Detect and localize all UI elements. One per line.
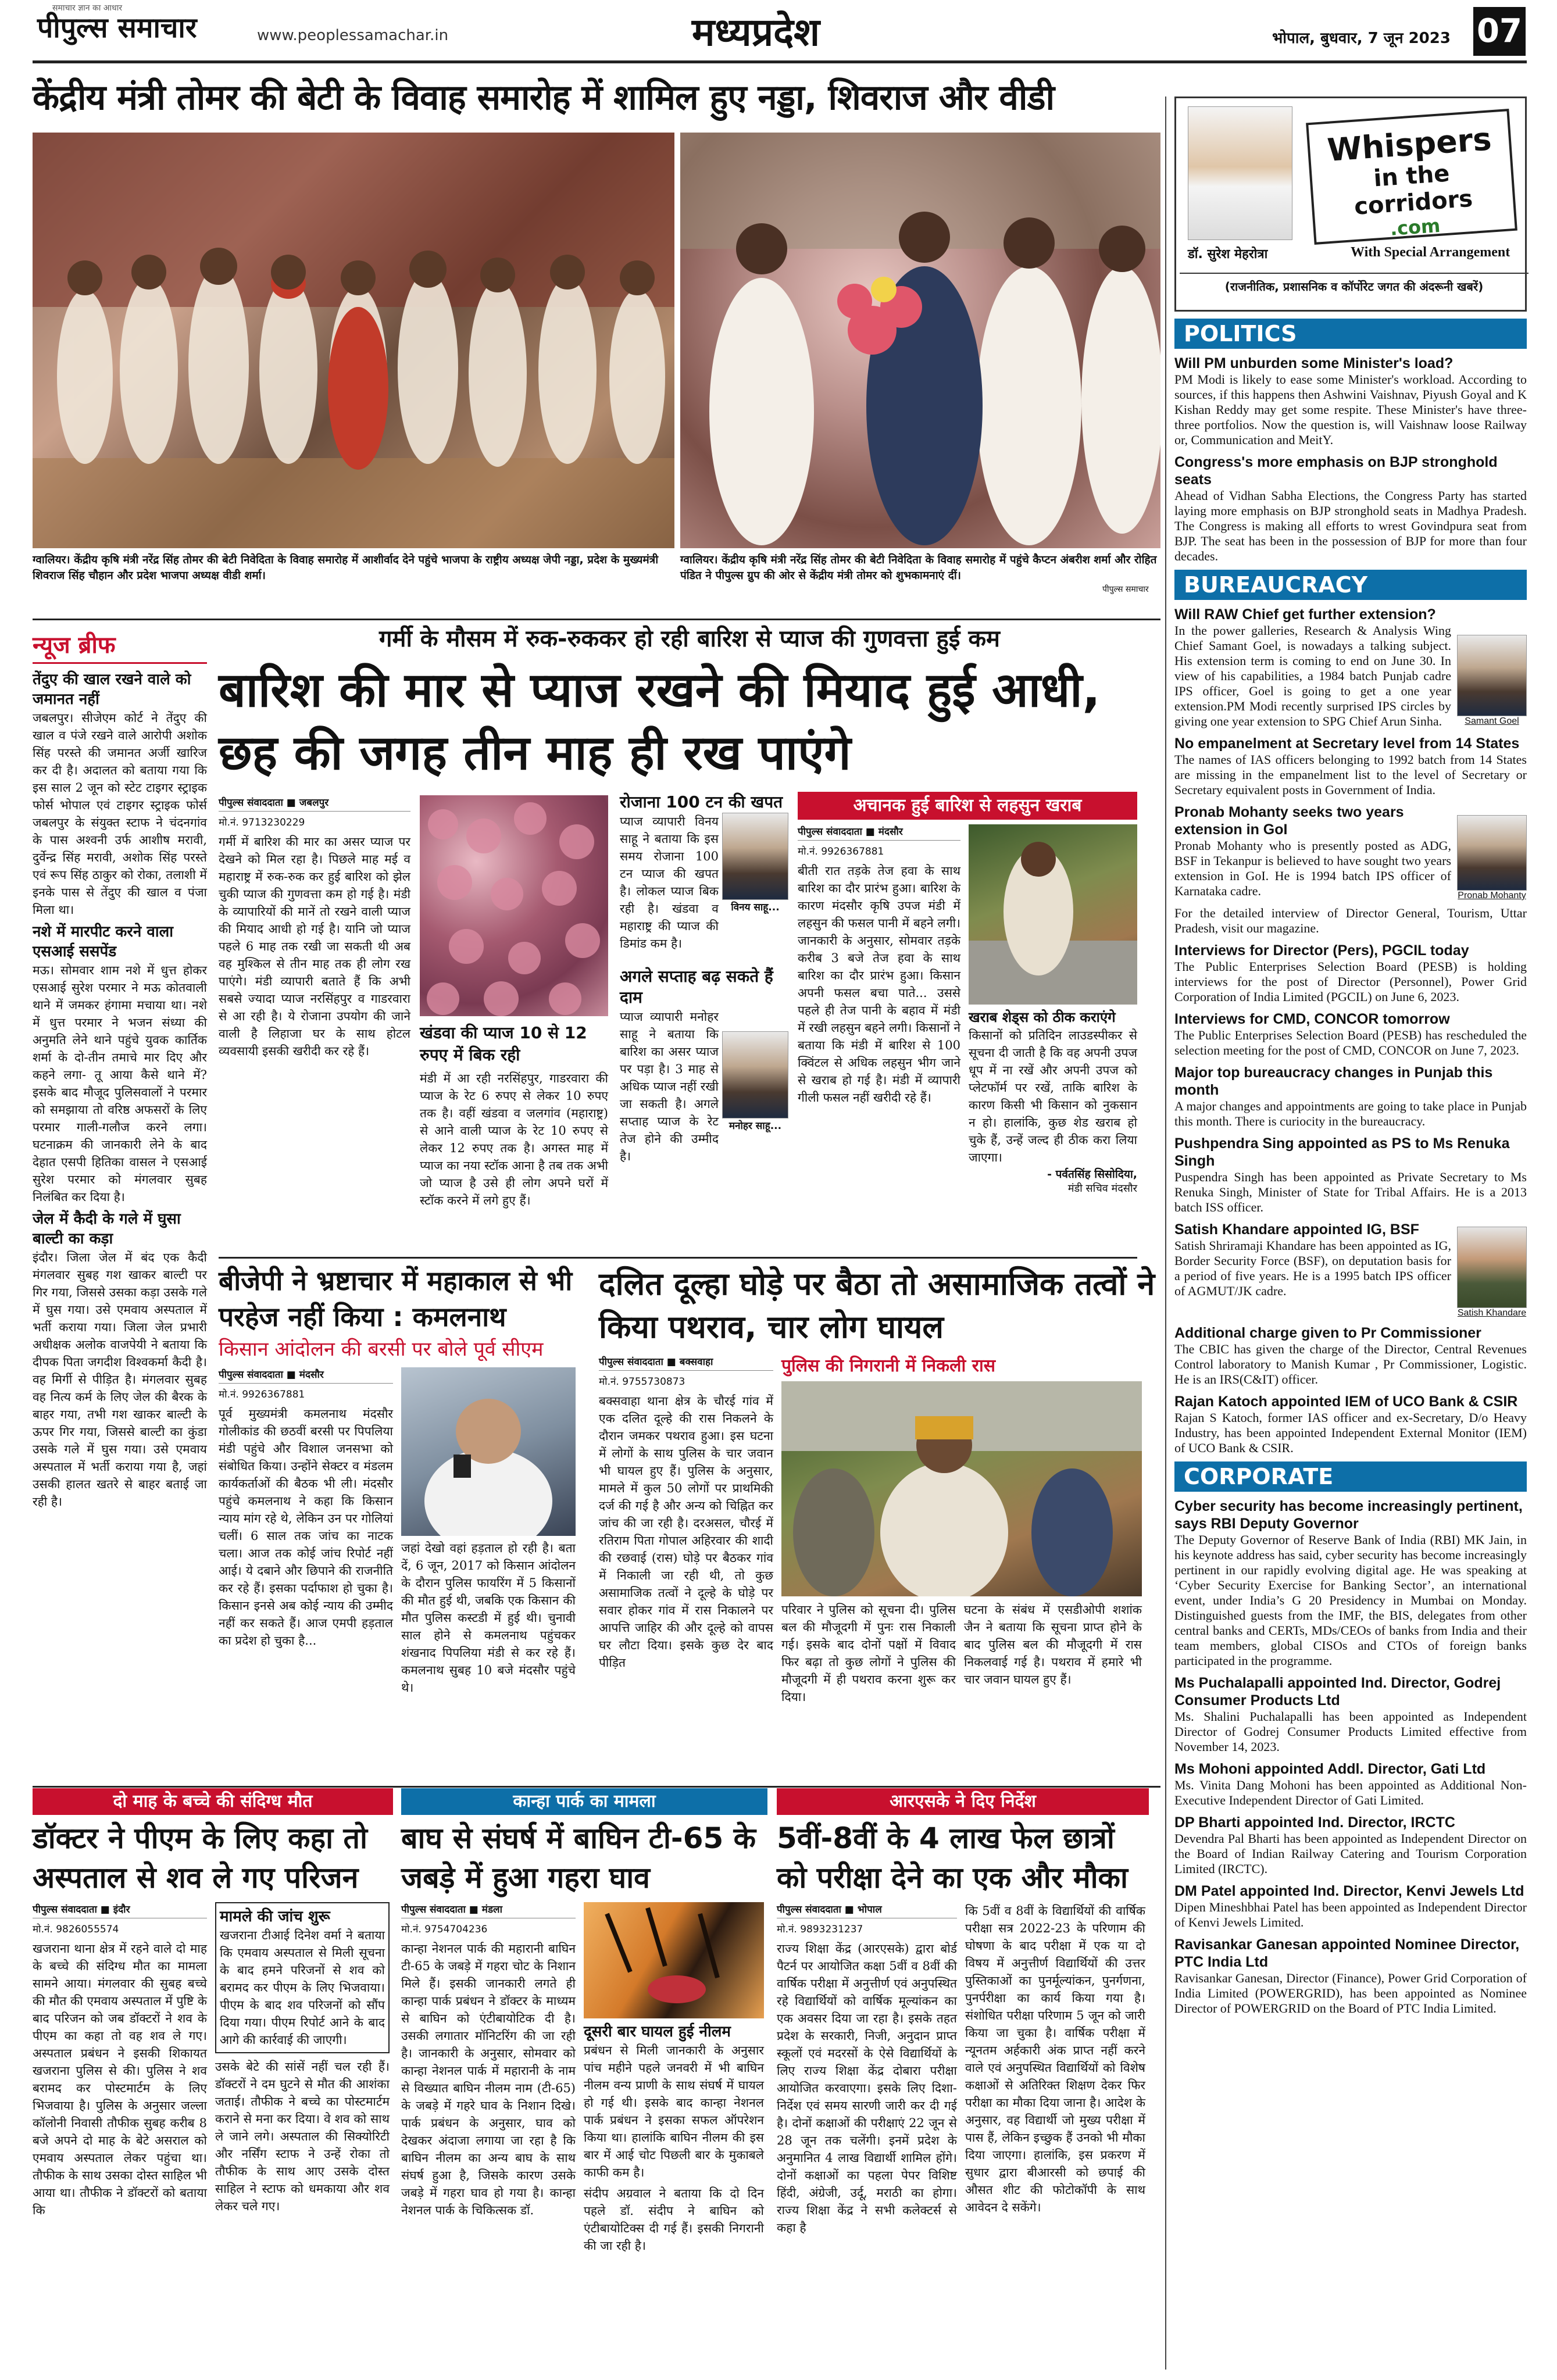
dalit-byline: पीपुल्स संवाददाता ■ बक्सवाहा [599,1355,773,1371]
garlic-columns [798,824,1137,1195]
bureau-item-7-body: A major changes and appointments are going to take place in Punjab this month. There is curiocity in the bureaucracy. [1174,1099,1527,1128]
dalit-tag: पुलिस की निगरानी में निकली रास [781,1356,996,1376]
bureau-item-7-title: Major top bureaucracy changes in Punjab this month [1174,1064,1493,1098]
badge-line-1: Whispers [1326,120,1493,169]
exam-columns [777,1902,1149,2236]
corp-item-6-body: Ravisankar Ganesan, Director (Finance), Power Grid Corporation of India Limited (POWERGRID), has been appointed as Nominee Director of POWERGRID on the Board of PTC India Limited. [1174,1971,1527,2016]
samant-goel-caption: Samant Goel [1465,716,1519,726]
dalit-col-1 [599,1355,773,1706]
bureau-item-9-body: Satish Shriramaji Khandare has been appointed as IG, Border Security Force (BSF), on deputation basis for a period of five years. He is a 1995 batch IPS officer of AGMUT/JK cadre. [1174,1238,1451,1298]
politics-item-1-body: PM Modi is likely to ease some Minister's workload. According to sources, if this happens then Ashwini Vaishnav, Piyush Goyal and K Kishan Reddy may get some respite. These Minister's have three-three portfolios. Now the question is, will Vaishnaw loose Railway or, Communication and MeitY. [1174,372,1527,447]
onion-side-2-body: प्याज व्यापारी मनोहर साहू ने बताया कि बारिश का असर प्याज पर पड़ा है। 3 माह से अधिक प्याज नहीं रखी जा सकती है। अगले सप्ताह प्याज के रेट तेज होने की उम्मीद है। [620,1010,719,1163]
kamalnath-speech-image [401,1367,576,1536]
dalit-cap-2: घटना के संबंध में एसडीओपी शशांक जैन ने बताया कि सूचना प्राप्त होने के बाद पुलिस बल की मौजूदगी में रास निकलवाई गई है। पथराव में हमारे भी चार जवान घायल हुए हैं। [964,1603,1142,1686]
bureau-item-6-body: The Public Enterprises Selection Board (PESB) has rescheduled the selection meeting for the post of CMD, CONCOR on June 7, 2023. [1174,1028,1527,1057]
corp-item-1-title: Cyber security has become increasingly pertinent, says RBI Deputy Governor [1174,1498,1523,1532]
masthead [0,0,1557,65]
kamalnath-byline: पीपुल्स संवाददाता ■ मंदसौर [219,1367,393,1384]
bureau-item-5-title: Interviews for Director (Pers), PGCIL today [1174,942,1469,959]
dateline: भोपाल, बुधवार, 7 जून 2023 [1272,30,1451,47]
garlic-tag: अचानक हुई बारिश से लहसुन खराब [798,792,1137,820]
corporate-section [1174,1461,1527,2016]
politics-item-2-title: Congress's more emphasis on BJP stronghold seats [1174,454,1498,488]
garlic-mobile: मो.नं. 9926367881 [798,846,884,857]
politics-label: POLITICS [1174,319,1527,349]
onion-pile-image [420,795,608,1016]
lead-caption-1: ग्वालियर। केंद्रीय कृषि मंत्री नरेंद्र सिंह तोमर की बेटी निवेदिता के विवाह समारोह में आशीर्वाद देने पहुंचे भाजपा के राष्ट्रीय अध्यक्ष जेपी नड्डा, प्रदेश के मुख्यमंत्री शिवराज सिंह चौहान और प्रदेश भाजपा अध्यक्ष वीडी शर्मा। [33,553,659,582]
bureau-item-10-body: The CBIC has given the charge of the Director, Central Revenues Control laboratory to Manish Kumar , Pr Commissioner, Logistic. He is an IRS(C&IT) officer. [1174,1342,1527,1386]
tiger-body-2: संदीप अग्रवाल ने बताया कि दो दिन पहले डॉ. संदीप ने बाघिन को एंटीबायोटिक्स दी गई हैं। इसकी निगरानी की जा रही है। [584,2186,764,2253]
author-photo [1188,106,1292,240]
onion-kicker: गर्मी के मौसम में रुक-रुककर हो रही बारिश से प्याज की गुणवत्ता हुई कम [379,626,1000,652]
child-headline: डॉक्टर ने पीएम के लिए कहा तो अस्पताल से शव ले गए परिजन [33,1821,367,1895]
kamalnath-body: पूर्व मुख्यमंत्री कमलनाथ मंदसौर गोलीकांड की छठवीं बरसी पर पिपलिया मंडी पहुंचे और विशाल जनसभा को संबोधित किया। उन्होंने सेक्टर व मंडलम कार्यकर्ताओं की बैठक भी ली। मंदसौर पहुंचे कमलनाथ ने कहा कि किसान न्याय मांग रहे थे, लेकिन उन पर गोलियां चलीं। 6 साल तक जांच का नाटक चला। आज तक कोई जांच रिपोर्ट नहीं आई। ये दबाने और छिपाने की राजनीति कर रहे हैं। इसका पर्दाफाश हो चुका है। किसान इनसे अब कोई न्याय की उम्मीद नहीं कर सकते हैं। आज एमपी हड़ताल का प्रदेश हो चुका है... [219,1407,393,1648]
bureau-item-3-body: Pronab Mohanty who is presently posted as ADG, BSF in Tekanpur is believed to have sought two years extension in GoI. He is 1994 batch IPS officer of Karnataka cadre. [1174,838,1451,898]
corp-item-6-title: Ravisankar Ganesan appointed Nominee Director, PTC India Ltd [1174,1936,1520,1970]
dalit-body: बक्सवाहा थाना क्षेत्र के चौरई गांव में एक दलित दूल्हे की रास निकलने के दौरान जमकर पथराव हुआ। इस घटना में लोगों के साथ पुलिस के चार जवान भी घायल हुए हैं। पुलिस के अनुसार, मामले में कुल 50 लोगों पर प्राथमिकी दर्ज की गई है और अन्य को चिह्नित कर जांच की जा रही है। दरअसल, चौरई में रतिराम पिता गोपाल अहिरवार की शादी की रछवाई (रास) घोड़े पर बैठकर गांव में निकाली जा रही थी, तो कुछ असामाजिक तत्वों ने दूल्हे के घोड़े पर सवार होकर गांव में रास निकालने पर आपत्ति जाहिर की और दूल्हे को वापस घर लौटा दिया। इसके कुछ देर बाद पीड़ित [599,1394,773,1670]
dalit-mobile: मो.नं. 9755730873 [599,1376,685,1388]
garlic-col-1 [798,824,960,1195]
child-story [33,1788,393,2370]
corp-item-5-title: DM Patel appointed Ind. Director, Kenvi Jewels Ltd [1174,1883,1524,1899]
child-col-2 [215,1902,390,2219]
bureau-item-10-title: Additional charge given to Pr Commissioner [1174,1325,1481,1341]
brief-item-3-body: इंदौर। जिला जेल में बंद एक कैदी मंगलवार सुबह गश खाकर बाल्टी पर गिर गया, जिससे उसका कड़ा उसके गले में घुस गया। उसे एमवाय अस्पताल में भर्ती कराया गया। जिला जेल प्रभारी अधीक्षक अलोक वाजपेयी ने बताया कि दीपक पिता जगदीश विश्वकर्मा कैदी है। वह मिर्गी से पीड़ित है। मंगलवार सुबह वह नित्य कर्म के लिए जेल की बैरक के बाहर गया, तभी गश खाकर बाल्टी के ऊपर गिर गया, जिससे बाल्टी का कुंडा उसके गले में घुस गया। उसे एमवाय अस्पताल में भर्ती कराया गया है, जहां उसकी हालत खतरे से बाहर बताई जा रही है। [33,1250,207,1509]
section-title [692,5,820,57]
child-body: खजराना थाना क्षेत्र में रहने वाले दो माह के बच्चे की संदिग्ध मौत का मामला सामने आया। मंगलवार की सुबह बच्चे की मौत की एमवाय अस्पताल में पुष्टि के बाद परिजन को जब डॉक्टरों ने शव के पीएम का कहा तो वह शव ले गए। अस्पताल प्रबंधन ने इसकी शिकायत खजराना पुलिस से की। पुलिस ने शव बरामद कर पोस्टमार्टम के लिए भिजवाया है। पुलिस के अनुसार जल्ला कॉलोनी निवासी तौफीक सुबह करीब 8 बजे अपने दो माह के बेटे असराल को एमवाय अस्पताल लेकर पहुंचा था। तौफीक के साथ उसका दोस्त साहिल भी आया था। तौफीक ने डॉक्टरों को बताया कि [33,1942,207,2217]
onion-side-2-head: अगले सप्ताह बढ़ सकते हैं दाम [620,967,773,1007]
kamalnath-subhead: किसान आंदोलन की बरसी पर बोले पूर्व सीएम [219,1338,544,1361]
brief-item-1-body: जबलपुर। सीजेएम कोर्ट ने तेंदुए की खाल व पंजे रखने वाले आरोपी अशोक सिंह परस्ते की जमानत अर्जी खारिज कर दी है। अदालत को बताया गया कि इस साल 2 जून को स्टेट टाइगर स्ट्राइक फोर्स भोपाल एवं टाइगर स्ट्राइक फोर्स जबलपुर के संयुक्त स्टाफ ने चंदनगांव के पास अश्वनी उर्फ आशीष मरावी, दुर्वेन्द्र सिंह मरावी, अशोक सिंह परस्ते एवं रूप सिंह ठाकुर को रोका, तलाशी में इनके पास से तेंदुए की खाल व पंजा मिला था। [33,711,207,917]
news-brief-column [33,628,207,1785]
garlic-story [798,792,1137,1195]
bureau-item-6-title: Interviews for CMD, CONCOR tomorrow [1174,1011,1450,1027]
bureaucracy-label: BUREAUCRACY [1174,570,1527,600]
exam-body: राज्य शिक्षा केंद्र (आरएसके) द्वारा बोर्ड पैटर्न पर आयोजित कक्षा 5वीं व 8वीं की वार्षिक परीक्षा में अनुत्तीर्ण एवं अनुपस्थित रहे विद्यार्थियों को वार्षिक मूल्यांकन का एक अवसर दिया जा रहा है। इसके तहत प्रदेश के सरकारी, निजी, अनुदान प्राप्त स्कूलों एवं मदरसों के ऐसे विद्यार्थियों के लिए राज्य शिक्षा केंद्र दोबारा परीक्षा आयोजित करवाएगा। इसके लिए दिशा-निर्देश एवं समय सारणी जारी कर दी गई है। दोनों कक्षाओं की परीक्षाएं 22 जून से 28 जून तक चलेंगी। इनमें प्रदेश के अनुमानित 4 लाख विद्यार्थी शामिल होंगे। दोनों कक्षाओं का पहला पेपर विशिष्ट हिंदी, अंग्रेजी, उर्दू, मराठी का होगा। राज्य शिक्षा केंद्र ने सभी कलेक्टर्स से कहा है [777,1942,957,2235]
brief-item-2-head: नशे में मारपीट करने वाला एसआई ससपेंड [33,923,173,960]
bureau-item-11-title: Rajan Katoch appointed IEM of UCO Bank & CSIR [1174,1393,1518,1410]
tiger-col-2 [584,1902,764,2254]
dalit-story [599,1263,1160,1786]
child-byline: पीपुल्स संवाददाता ■ इंदौर [33,1902,207,1918]
onion-col-1 [219,795,410,1060]
lead-caption-2: ग्वालियर। केंद्रीय कृषि मंत्री नरेंद्र सिंह तोमर की बेटी निवेदिता के विवाह समारोह में पहुंचे कैप्टन अंबरीश शर्मा और रोहित पंडित ने पीपुल्स ग्रुप की ओर से केंद्रीय मंत्री तोमर को शुभकामनाएं दीं। [680,553,1157,582]
badge-line-2: in the corridors [1353,160,1474,220]
samant-goel-photo-block [1457,635,1527,729]
onion-side-2-portrait [722,1031,788,1165]
child-box-body: खजराना टीआई दिनेश वर्मा ने बताया कि एमवाय अस्पताल से मिली सूचना के बाद हमने परिजनों से शव को बरामद कर पीएम के लिए भिजवाया। पीएम के बाद शव परिजनों को सौंप दिया गया। पीएम रिपोर्ट आने के बाद आगे की कार्रवाई की जाएगी। [220,1928,385,2047]
wedding-group-image [33,133,674,548]
onion-bottom-rule [219,1257,1137,1259]
tiger-tag: कान्हा पार्क का मामला [401,1788,767,1815]
corporate-label: CORPORATE [1174,1461,1527,1492]
kamalnath-headline: बीजेपी ने भ्रष्टाचार में महाकाल से भी परहेज नहीं किया : कमलनाथ [219,1265,573,1332]
dalit-col-2 [781,1355,1142,1706]
exam-col-2 [965,1902,1145,2236]
bouquet-greeting-image [680,133,1160,548]
onion-side-2-row [620,1008,788,1165]
bureau-item-8-body: Puspendra Singh has been appointed as Private Secretary to Ms Renuka Singh, Minister of State for Tribal Affairs. He is a 2013 batch ISS officer. [1174,1170,1527,1214]
bureau-item-4-body: For the detailed interview of Director General, Tourism, Uttar Pradesh, visit our magazine. [1174,906,1527,935]
tiger-headline: बाघ से संघर्ष में बाघिन टी-65 के जबड़े में हुआ गहरा घाव [401,1821,756,1895]
child-body-2: उसके बेटे की सांसें नहीं चल रही हैं। डॉक्टरों ने दम घुटने से मौत की आशंका जताई। तौफीक ने बच्चे का पोस्टमार्टम कराने से मना कर दिया। वे शव को साथ ले जाने लगे। अस्पताल की सिक्योरिटी और नर्सिंग स्टाफ ने उन्हें रोका तो तौफीक के साथ आए उसके दोस्त साहिल ने स्टाफ को धमकाया और शव लेकर चले गए। [215,2060,390,2213]
onion-side-1-name: विनय साहू... [731,902,780,913]
website-link[interactable]: www.peoplessamachar.in [257,27,449,44]
tiger-box-head: दूसरी बार घायल हुई नीलम [584,2023,731,2040]
pronab-mohanty-photo [1457,815,1527,891]
lead-photo-1 [33,133,674,548]
politics-section [1174,319,1527,564]
corp-item-4-title: DP Bharti appointed Ind. Director, IRCTC [1174,1814,1455,1831]
child-mobile: मो.नं. 9826055574 [33,1924,119,1935]
onion-headline: बारिश की मार से प्याज रखने की मियाद हुई आधी, छह की जगह तीन माह ही रख पाएंगे [219,663,1101,781]
lead-photo-2 [680,133,1160,548]
paper-logo [37,8,258,50]
bureaucracy-section [1174,570,1527,1456]
onion-photo-text: मंडी में आ रही नरसिंहपुर, गाडरवारा की प्याज के रेट 6 रुपए से लेकर 10 रुपए तक है। वहीं खंडवा व जलगांव (महाराष्ट्र) से आने वाली प्याज के रेट 10 रुपए से लेकर 12 रुपए तक है। अगस्त माह में प्याज का नया स्टॉक आना है तब तक अभी जो प्याज है उसे ही लोग अपने घरों में स्टॉक करने में लगे हुए हैं। [420,1071,608,1207]
whispers-badge [1306,109,1517,245]
corp-item-1-body: The Deputy Governor of Reserve Bank of India (RBI) MK Jain, in his keynote address has said, cyber security has become increasingly pertinent in our rapidly evolving digital age. He was speaking at ‘Cyber Security Exercise for Banking Sector’, an international event, under India’s G 20 Presidency in Mumbai on Monday. Distinguished guests from the IMF, the BIS, delegates from other central banks and CERTs, MDs/CEOs of banks from India and their team members, global CISOs and CTOs of foreign banks participated in the programme. [1174,1532,1527,1668]
vinay-sahu-photo [722,813,788,900]
groom-procession-image [781,1381,1142,1596]
garlic-quote-by: - पर्वतसिंह सिसोदिया, [1047,1168,1137,1181]
tiger-col-1 [401,1902,576,2254]
exam-body-2: कि 5वीं व 8वीं के विद्यार्थियों की वार्षिक परीक्षा सत्र 2022-23 के परिणाम की घोषणा के बाद परीक्षा में एक या दो विषय में अनुत्तीर्ण विद्यार्थियों की उत्तर पुस्तिकाओं का पुनर्मूल्यांकन, पुनर्गणना, पुनर्परीक्षा का कार्य किया गया है। संशोधित परीक्षा परिणाम 5 जून को जारी किया जा चुका है। वार्षिक परीक्षा में न्यूनतम अर्हकारी अंक प्राप्त नहीं करने वाले एवं अनुपस्थित विद्यार्थियों को विशेष कक्षाओं से अतिरिक्त शिक्षण देकर फिर परीक्षा का मौका दिया जाना है। आदेश के अनुसार, वह विद्यार्थी जो मुख्य परीक्षा में पास हैं, लेकिन इच्छुक हैं उनको भी मौका दिया जाएगा। हालांकि, इस प्रकरण में सुधार द्वारा बीआरसी को छपाई की औसत शीट की फोटोकॉपी के साथ आवेदन दे सकेंगे। [965,1904,1145,2214]
exam-byline: पीपुल्स संवाददाता ■ भोपाल [777,1902,957,1918]
garlic-body: बीती रात तड़के तेज हवा के साथ बारिश का दौर प्रारंभ हुआ। बारिश के कारण मंदसौर कृषि उपज मंडी में लहसुन की फसल पानी में बहने लगी। जानकारी के अनुसार, सोमवार तड़के करीब 3 बजे तेज हवा के साथ बारिश का दौर प्रारंभ हुआ। किसान अपनी फसल बचा पाते... उससे पहले ही तेज पानी के बहाव में मंडी में रखी लहसुन बहने लगी। किसानों ने बताया कि मंडी में बारिश से 100 क्विंटल से अधिक लहसुन भीग जाने से खराब हो गई है। मंडी में व्यापारी गीली फसल नहीं खरीदी रहे हैं। [798,864,960,1105]
masthead-rule [33,60,1527,63]
child-tag: दो माह के बच्चे की संदिग्ध मौत [33,1788,393,1815]
whispers-header [1174,97,1527,312]
bureau-item-5-body: The Public Enterprises Selection Board (PESB) is holding interviews for the post of Director (Personnel), Power Grid Corporation of India Limited (PGCIL) on June 6, 2023. [1174,959,1527,1004]
kamalnath-mobile: मो.नं. 9926367881 [219,1389,305,1400]
dalit-captions [781,1601,1142,1706]
page-number: 07 [1473,7,1526,56]
bureau-item-11-body: Rajan S Katoch, former IAS officer and ex-Secretary, D/o Heavy Industry, has been appointed Independent External Monitor (IEM) of UCO Bank & CSIR. [1174,1410,1527,1455]
dalit-headline: दलित दूल्हा घोड़े पर बैठा तो असामाजिक तत्वों ने किया पथराव, चार लोग घायल [599,1266,1155,1345]
section-label: मध्यप्रदेश [692,10,820,55]
bureau-item-2-body: The names of IAS officers belonging to 1992 batch from 14 States are missing in the empanelment list to the level of Secretary or Secretary equivalent posts in Government of India. [1174,752,1527,797]
garlic-col-2 [969,824,1137,1195]
satish-khandare-caption: Satish Khandare [1457,1308,1527,1318]
pronab-mohanty-caption: Pronab Mohanty [1458,891,1526,900]
exam-headline: 5वीं-8वीं के 4 लाख फेल छात्रों को परीक्षा देने का एक और मौका [777,1821,1128,1895]
exam-mobile: मो.नं. 9893231237 [777,1924,863,1935]
corp-item-2-body: Ms. Shalini Puchalapalli has been appointed as Independent Director of Godrej Consumer Products Limited effective from November 14, 2023. [1174,1709,1527,1754]
paper-name: पीपुल्स समाचार [37,12,197,44]
kamalnath-col-2 [401,1367,576,1696]
tiger-mobile: मो.नं. 9754704236 [401,1924,488,1935]
child-col-1 [33,1902,207,2219]
kamalnath-body-2: जहां देखो वहां हड़ताल हो रही है। बता दें, 6 जून, 2017 को किसान आंदोलन के दौरान पुलिस फायरिंग में 5 किसानों की मौत हुई थी, जबकि एक किसान की मौत पुलिस कस्टडी में हुई थी। चुनावी साल होने से कमलनाथ पहुंचकर शंखनाद पिपलिया मंडी से कर रहे हैं। कमलनाथ सुबह 10 बजे मंदसौर पहुंचे थे। [401,1541,576,1695]
injured-tigress-image [584,1902,764,2018]
onion-side-1-head: रोजाना 100 टन की खपत [620,792,783,812]
bureau-item-3-title: Pronab Mohanty seeks two years extension in GoI [1174,804,1404,838]
kamalnath-col-1 [219,1367,393,1696]
brief-item-2-body: मऊ। सोमवार शाम नशे में धुत्त होकर एसआई सुरेश परमार ने मऊ कोतवाली थाने में जमकर हंगामा मचाया था। नशे में धुत्त परमार ने भजन संध्या की अनुमति लेने थाने पहुंचे युवक कार्तिक शर्मा के दो-तीन तमाचे मार दिए और कहने लगा- तू आया कैसे थाने में? इसके बाद मौजूद पुलिसवालों ने परमार को समझाया तो वरिष्ठ अफसरों के लिए परमार गाली-गलौज करने लगा। घटनाक्रम की जानकारी लेने के बाद देहात एसपी हितिका वासल ने एसआई सुरेश परमार को मंगलवार सुबह निलंबित कर दिया है। [33,963,207,1204]
samant-goel-photo [1457,635,1527,716]
tiger-body: कान्हा नेशनल पार्क की महारानी बाघिन टी-65 के जबड़े में गहरा चोट के निशान मिले हैं। इसकी जानकारी लगते ही कान्हा पार्क प्रबंधन ने डॉक्टर के माध्यम से बाघिन को एंटीबायोटिक दी है। उसकी लगातार मॉनिटरिंग की जा रही है। जानकारी के अनुसार, सोमवार को कान्हा नेशनल पार्क में महारानी के नाम से विख्यात बाघिन नीलम नाम (टी-65) के जबड़े में गहरे घाव के निशान दिखे। पार्क प्रबंधन के अनुसार, घाव को देखकर अंदाजा लगाया जा रहा है कि बाघिन नीलम का अन्य बाघ के साथ संघर्ष हुआ है, जिसके कारण उसके जबड़े में गहरा घाव हो गया है। कान्हा नेशनल पार्क के चिकित्सक डॉ. [401,1942,576,2217]
paper-tagline: समाचार ज्ञान का आधार [52,3,123,13]
dalit-photo [781,1381,1142,1596]
corp-item-4-body: Devendra Pal Bharti has been appointed as Independent Director on the Board of Indian Railway Catering and Tourism Corporation Limited (IRCTC). [1174,1831,1527,1876]
bureau-item-8-title: Pushpendra Sing appointed as PS to Ms Renuka Singh [1174,1135,1510,1169]
tiger-story [401,1788,767,2370]
bureau-item-2-title: No empanelment at Secretary level from 14 States [1174,735,1520,752]
garlic-quote: किसानों को प्रतिदिन लाउडस्पीकर से सूचना दी जाती है कि वह अपनी उपज धूप में ना रखें और अपनी उपज को प्लेटफॉर्म पर रखें, ताकि बारिश के कारण किसी भी किसान को नुकसान न हो। हालांकि, कुछ शेड खराब हो चुके हैं, उन्हें जल्द ही ठीक करा लिया जाएगा। [969,1028,1137,1164]
corp-item-2-title: Ms Puchalapalli appointed Ind. Director, Godrej Consumer Products Ltd [1174,1675,1501,1709]
bureau-item-9-row [1174,1215,1527,1318]
brief-item-3-head: जेल में कैदी के गले में घुसा बाल्टी का कड़ा [33,1210,181,1248]
tiger-photo [584,1902,764,2018]
child-box [215,1902,390,2053]
bottom-section-rule [33,1786,1160,1788]
onion-side-2-name: मनोहर साहू... [728,1120,782,1132]
garlic-quote-role: मंडी सचिव मंदसौर [1067,1182,1137,1195]
bureau-item-9-title: Satish Khandare appointed IG, BSF [1174,1221,1419,1238]
bureau-item-1-title: Will RAW Chief get further extension? [1174,606,1436,623]
wet-garlic-mandi-image [969,824,1137,1005]
exam-tag: आरएसके ने दिए निर्देश [777,1788,1149,1815]
whispers-subtitle: (राजनीतिक, प्रशासनिक व कॉर्पोरेट जगत की अंदरूनी खबरें) [1180,273,1529,294]
tiger-box-body: प्रबंधन से मिली जानकारी के अनुसार पांच महीने पहले जनवरी में भी बाघिन नीलम वन्य प्राणी के साथ संघर्ष में घायल हो गई थी। इसके बाद कान्हा नेशनल पार्क प्रबंधन ने इसका सफल ऑपरेशन किया था। हालांकि बाघिन नीलम की इस बार में आई चोट पिछली बार के मुकाबले काफी कम है। [584,2043,764,2179]
child-box-head: मामले की जांच शुरू [220,1908,330,1925]
politics-item-2-body: Ahead of Vidhan Sabha Elections, the Congress Party has started laying more emphasis on BJP stronghold seats in Madhya Pradesh. The Congress is making all efforts to wrest Govindpura seat from BJP. The seat has been in the possession of BJP for more than four decades. [1174,488,1527,563]
kamalnath-photo [401,1367,576,1536]
onion-photo-caption: खंडवा की प्याज 10 से 12 रुपए में बिक रही [420,1023,587,1064]
onion-side-1-body: प्याज व्यापारी विनय साहू ने बताया कि इस समय रोजाना 100 टन प्याज की खपत है। लोकल प्याज बिक रही है। खंडवा व महाराष्ट्र की प्याज की डिमांड कम है। [620,814,719,950]
onion-side-1 [620,792,788,1165]
dalit-columns [599,1355,1160,1706]
onion-photo [420,795,608,1016]
garlic-quote-head: खराब शेड्स को ठीक कराएंगे [969,1009,1116,1025]
bureau-item-3-text [1174,798,1451,901]
photo-credit: पीपुल्स समाचार [1102,585,1149,594]
onion-side-1-portrait [722,813,788,952]
author-name: डॉ. सुरेश मेहरोत्रा [1188,247,1268,262]
corp-item-3-body: Ms. Vinita Dang Mohoni has been appointed as Additional Non-Executive Independent Director of Gati Limited. [1174,1778,1527,1807]
exam-story [777,1788,1149,2370]
lead-headline: केंद्रीय मंत्री तोमर की बेटी के विवाह समारोह में शामिल हुए नड्डा, शिवराज और वीडी [33,77,1055,118]
dalit-cap-1: परिवार ने पुलिस को सूचना दी। पुलिस बल की मौजूदगी में पुनः रास निकाली गई। इसके बाद दोनों पक्षों में विवाद फिर बढ़ा तो कुछ लोगों ने पुलिस की मौजूदगी में ही पथराव करना शुरू कर दिया। [781,1603,956,1704]
onion-body: गर्मी में बारिश की मार का असर प्याज पर देखने को मिल रहा है। पिछले माह मई व महाराष्ट्र में रुक-रुक कर हुई बारिश को झेल चुकी प्याज की गुणवत्ता कम हो गई है। मंडी के व्यापारियों की मानें तो रखने वाली प्याज की मियाद आधी हो गई है। यानि जो प्याज पहले 6 माह तक रखी जा सकती थी अब वह मुश्किल से तीन माह तक ही लोग रख पाएंगे। मंडी व्यापारी बताते हैं कि अभी सबसे ज्यादा प्याज नरसिंहपुर व गाडरवारा से आ रही है। ये रोजाना उपयोग की जाने वाली है लिहाजा घर के साथ होटल व्यवसायी इसकी खरीदी कर रहे हैं। [219,835,410,1058]
tiger-byline: पीपुल्स संवाददाता ■ मंडला [401,1902,576,1918]
corp-item-3-title: Ms Mohoni appointed Addl. Director, Gati Ltd [1174,1761,1486,1777]
corp-item-5-body: Dipen Mineshbhai Patel has been appointed as Independent Director of Kenvi Jewels Limited. [1174,1900,1527,1929]
exam-col-1 [777,1902,957,2236]
bureau-item-1-body: In the power galleries, Research & Analysis Wing Chief Samant Goel, is nowadays a talking subject. His extension term is coming to end on June 30. In view of his capabilities, a 1984 batch Punjab cadre IPS officer, Goel is going to get a one year extension.PM Modi recently surprised IPS circles by giving one year extension to SPG Chief Arun Sinha. [1174,623,1451,728]
garlic-photo [969,824,1137,1005]
pronab-mohanty-photo-block [1457,815,1527,901]
brief-item-1-head: तेंदुए की खाल रखने वाले को जमानत नहीं [33,671,191,708]
politics-item-1-title: Will PM unburden some Minister's load? [1174,355,1454,371]
satish-khandare-photo-block [1457,1227,1527,1318]
kamalnath-story [219,1263,578,1786]
satish-khandare-photo [1457,1227,1527,1308]
child-columns [33,1902,393,2219]
onion-mobile: मो.नं. 9713230229 [219,817,305,828]
kamalnath-columns [219,1367,578,1696]
bureau-item-9-text [1174,1215,1451,1318]
onion-side-1-row [620,813,788,952]
onion-story [219,623,1160,1239]
bureau-item-1-row [1174,623,1527,729]
garlic-byline: पीपुल्स संवाददाता ■ मंदसौर [798,824,960,841]
arrangement-note: With Special Arrangement [1351,245,1510,260]
manohar-sahu-photo [722,1031,788,1118]
onion-byline: पीपुल्स संवाददाता ■ जबलपुर [219,795,410,812]
tiger-columns [401,1902,767,2254]
lead-bottom-rule [33,619,1160,620]
badge-line-3: .com [1389,214,1441,240]
news-brief-label: न्यूज ब्रीफ [33,628,207,664]
whispers-column [1165,97,1527,2370]
lead-story [33,74,1160,632]
bureau-item-3-row [1174,798,1527,901]
